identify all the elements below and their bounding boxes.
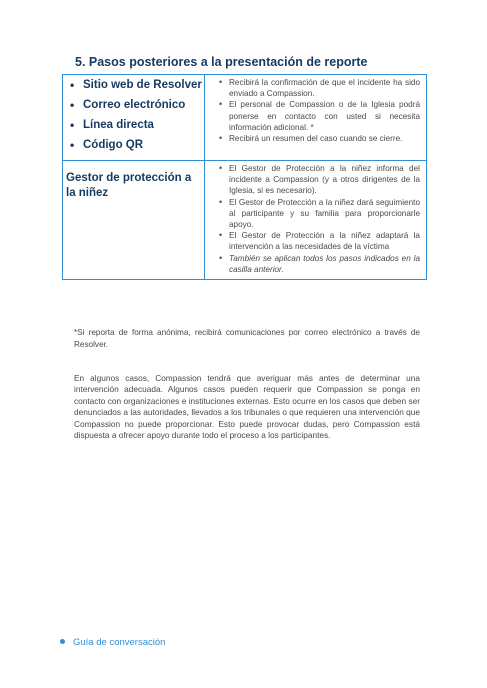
footnote: *Si reporta de forma anónima, recibirá comunicaciones por correo electrónico a través de Resolver. [74,328,420,349]
channels-cell [63,75,205,161]
section-title: 5. Pasos posteriores a la presentación de reporte [75,55,368,69]
list-item: • El personal de Compassion o de la Iglesia podrá ponerse en contacto con usted si necesita información adicional. * [229,99,420,133]
bullet-icon [60,639,65,644]
list-item: • Línea directa [83,118,204,133]
footer [60,637,165,648]
notes-list [205,161,426,279]
list-item: • Sitio web de Resolver [83,78,204,93]
list-item: • Recibirá la confirmación de que el incidente ha sido enviado a Compassion. [229,77,420,99]
list-item: • Recibirá un resumen del caso cuando se cierre. [229,133,420,144]
list-item: • Correo electrónico [83,98,204,113]
report-steps-table [62,74,427,280]
list-item: • También se aplican todos los pasos indicados en la casilla anterior. [229,253,420,275]
notes-list [205,75,426,148]
table-row [63,75,427,161]
list-item: • El Gestor de Protección a la niñez adaptará la intervención a las necesidades de la víctima [229,230,420,252]
footer-label: Guía de conversación [73,637,166,648]
role-notes-cell [205,161,427,280]
channels-notes-cell [205,75,427,161]
table-row [63,161,427,280]
role-title: Gestor de protección a la niñez [66,172,192,199]
channels-list [63,75,204,160]
list-item: • Código QR [83,138,204,153]
role-cell [63,161,205,280]
list-item: • El Gestor de Protección a la niñez informa del incidente a Compassion (y a otros dirigentes de la Iglesia, si es necesario). [229,163,420,197]
body-paragraph: En algunos casos, Compassion tendrá que averiguar más antes de determinar una intervención adecuada. Algunos casos pueden requerir que Compassion se ponga en contacto con organizaciones e instituciones externas. Esto ocurre en los casos que deben ser denunciados a las autoridades, llevados a los tribunales o que requieren una intervención que Compassion no puede proporcionar. Esto puede provocar dudas, pero Compassion está dispuesta a ofrecer apoyo durante todo el proceso a los participantes. [74,373,420,441]
list-item: • El Gestor de Protección a la niñez dará seguimiento al participante y su familia para proporcionarle apoyo. [229,197,420,231]
